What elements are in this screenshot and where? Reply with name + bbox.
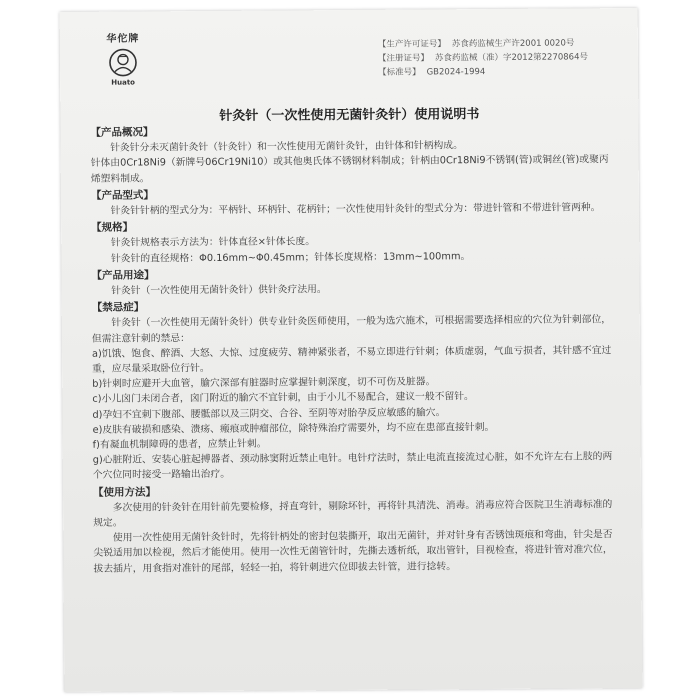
meta-value: 苏食药监械（准）字2012第2270864号 <box>434 52 589 64</box>
brand-emblem-icon <box>108 47 138 77</box>
paragraph: 使用一次性使用无菌针灸针时，先将针柄处的密封包装撕开，取出无菌针，并对针身有否锈蚀斑痕和弯曲，针尖是否尖锐适用加以检视，然后才能使用。使用一次性无菌管针时，先撕去透析纸，取出管针，目视检查，将进针管对准穴位，拔去插片，用食指对准针的尾部，轻轻一拍，将针刺进穴位即拔去针管，进行捻转。 <box>93 529 613 575</box>
paragraph: g)心脏附近、安装心脏起搏器者、颈动脉窦附近禁止电针。电针疗法时，禁止电流直接流过心脏，如不允许左右上肢的两个穴位同时接受一路输出治疗。 <box>92 451 613 482</box>
section-instructions <box>93 482 619 577</box>
paragraph: d)孕妇不宜刺下腹部、腰骶部以及三阴交、合谷、至阴等对胎孕反应敏感的腧穴。 <box>92 406 446 421</box>
meta-label: 【生产许可证号】 <box>377 39 446 50</box>
section-specs <box>91 217 616 266</box>
instruction-sheet <box>60 8 643 692</box>
brand-logo <box>88 29 158 86</box>
section-types <box>91 185 616 219</box>
document-body <box>90 120 618 577</box>
paragraph: 针灸针针柄的型式分为：平柄针、环柄针、花柄针；一次性使用针灸针的型式分为：带进针管和不带进针管两种。 <box>110 202 601 217</box>
paragraph: 针体由0Cr18Ni9（新牌号06Cr19Ni10）或其他奥氏体不锈钢材料制成；针柄由0Cr18Ni9不锈钢(管)或铜丝(管)或聚丙烯塑料制成。 <box>90 154 609 185</box>
license-row <box>378 36 588 51</box>
section-heading: 【禁忌症】 <box>91 301 145 315</box>
registration-row <box>378 50 588 65</box>
section-usage-purpose <box>91 265 616 299</box>
meta-value: GB2024-1994 <box>426 67 486 78</box>
registration-info <box>378 36 588 79</box>
paragraph: c)小儿囟门未闭合者，囟门附近的腧穴不宜针刺，由于小儿不易配合，建议一般不留针。 <box>92 391 474 406</box>
section-heading: 【产品型式】 <box>90 189 154 202</box>
paragraph: 针灸针（一次性使用无菌针灸针）供针灸疗法用。 <box>111 284 327 297</box>
paragraph: 针灸针分未灭菌针灸针（针灸针）和一次性使用无菌针灸针，由针体和针柄构成。 <box>110 140 463 154</box>
meta-label: 【注册证号】 <box>377 53 430 64</box>
section-contraindications <box>92 297 618 483</box>
document-title: 针灸针（一次性使用无菌针灸针）使用说明书 <box>219 107 480 124</box>
paragraph: 针灸针的直径规格：Φ0.16mm~Φ0.45mm；针体长度规格：13mm~100mm。 <box>110 250 471 265</box>
section-overview <box>90 122 615 186</box>
standard-row <box>378 64 588 79</box>
paragraph: e)皮肤有破损和感染、溃疡、瘢痕或肿瘤部位，除特殊治疗需要外，均不应在患部直接针刺。 <box>92 421 495 436</box>
brand-latin-name: Huato <box>111 78 136 87</box>
section-heading: 【规格】 <box>91 221 134 235</box>
section-heading: 【产品用途】 <box>91 269 155 282</box>
section-heading: 【产品概况】 <box>90 126 154 139</box>
paragraph: b)针刺时应避开大血管，腧穴深部有脏器时应掌握针刺深度，切不可伤及脏器。 <box>92 376 436 391</box>
meta-value: 苏食药监械生产许2001 0020号 <box>451 38 575 50</box>
paragraph: 针灸针（一次性使用无菌针灸针）供专业针灸医师使用，一般为选穴施术，可根据需要选择相应的穴位为针刺部位，但需注意针刺的禁忌： <box>91 314 612 345</box>
paragraph: f)有凝血机制障碍的患者，应禁止针刺。 <box>92 438 267 451</box>
meta-label: 【标准号】 <box>378 67 421 78</box>
paragraph: 针灸针规格表示方法为：针体直径×针体长度。 <box>110 236 316 250</box>
brand-name: 华佗牌 <box>106 33 140 45</box>
paragraph: a)饥饿、饱食、醉酒、大怒、大惊、过度疲劳、精神紧张者，不易立即进行针刺；体质虚弱，气血亏损者，其针感不宜过重，应尽量采取卧位行针。 <box>91 345 612 375</box>
paragraph: 多次使用的针灸针在用针前先要检修，捋直弯针，剔除坏针，再将针具清洗、消毒。消毒应符合医院卫生消毒标准的规定。 <box>93 499 613 529</box>
section-heading: 【使用方法】 <box>92 486 157 499</box>
